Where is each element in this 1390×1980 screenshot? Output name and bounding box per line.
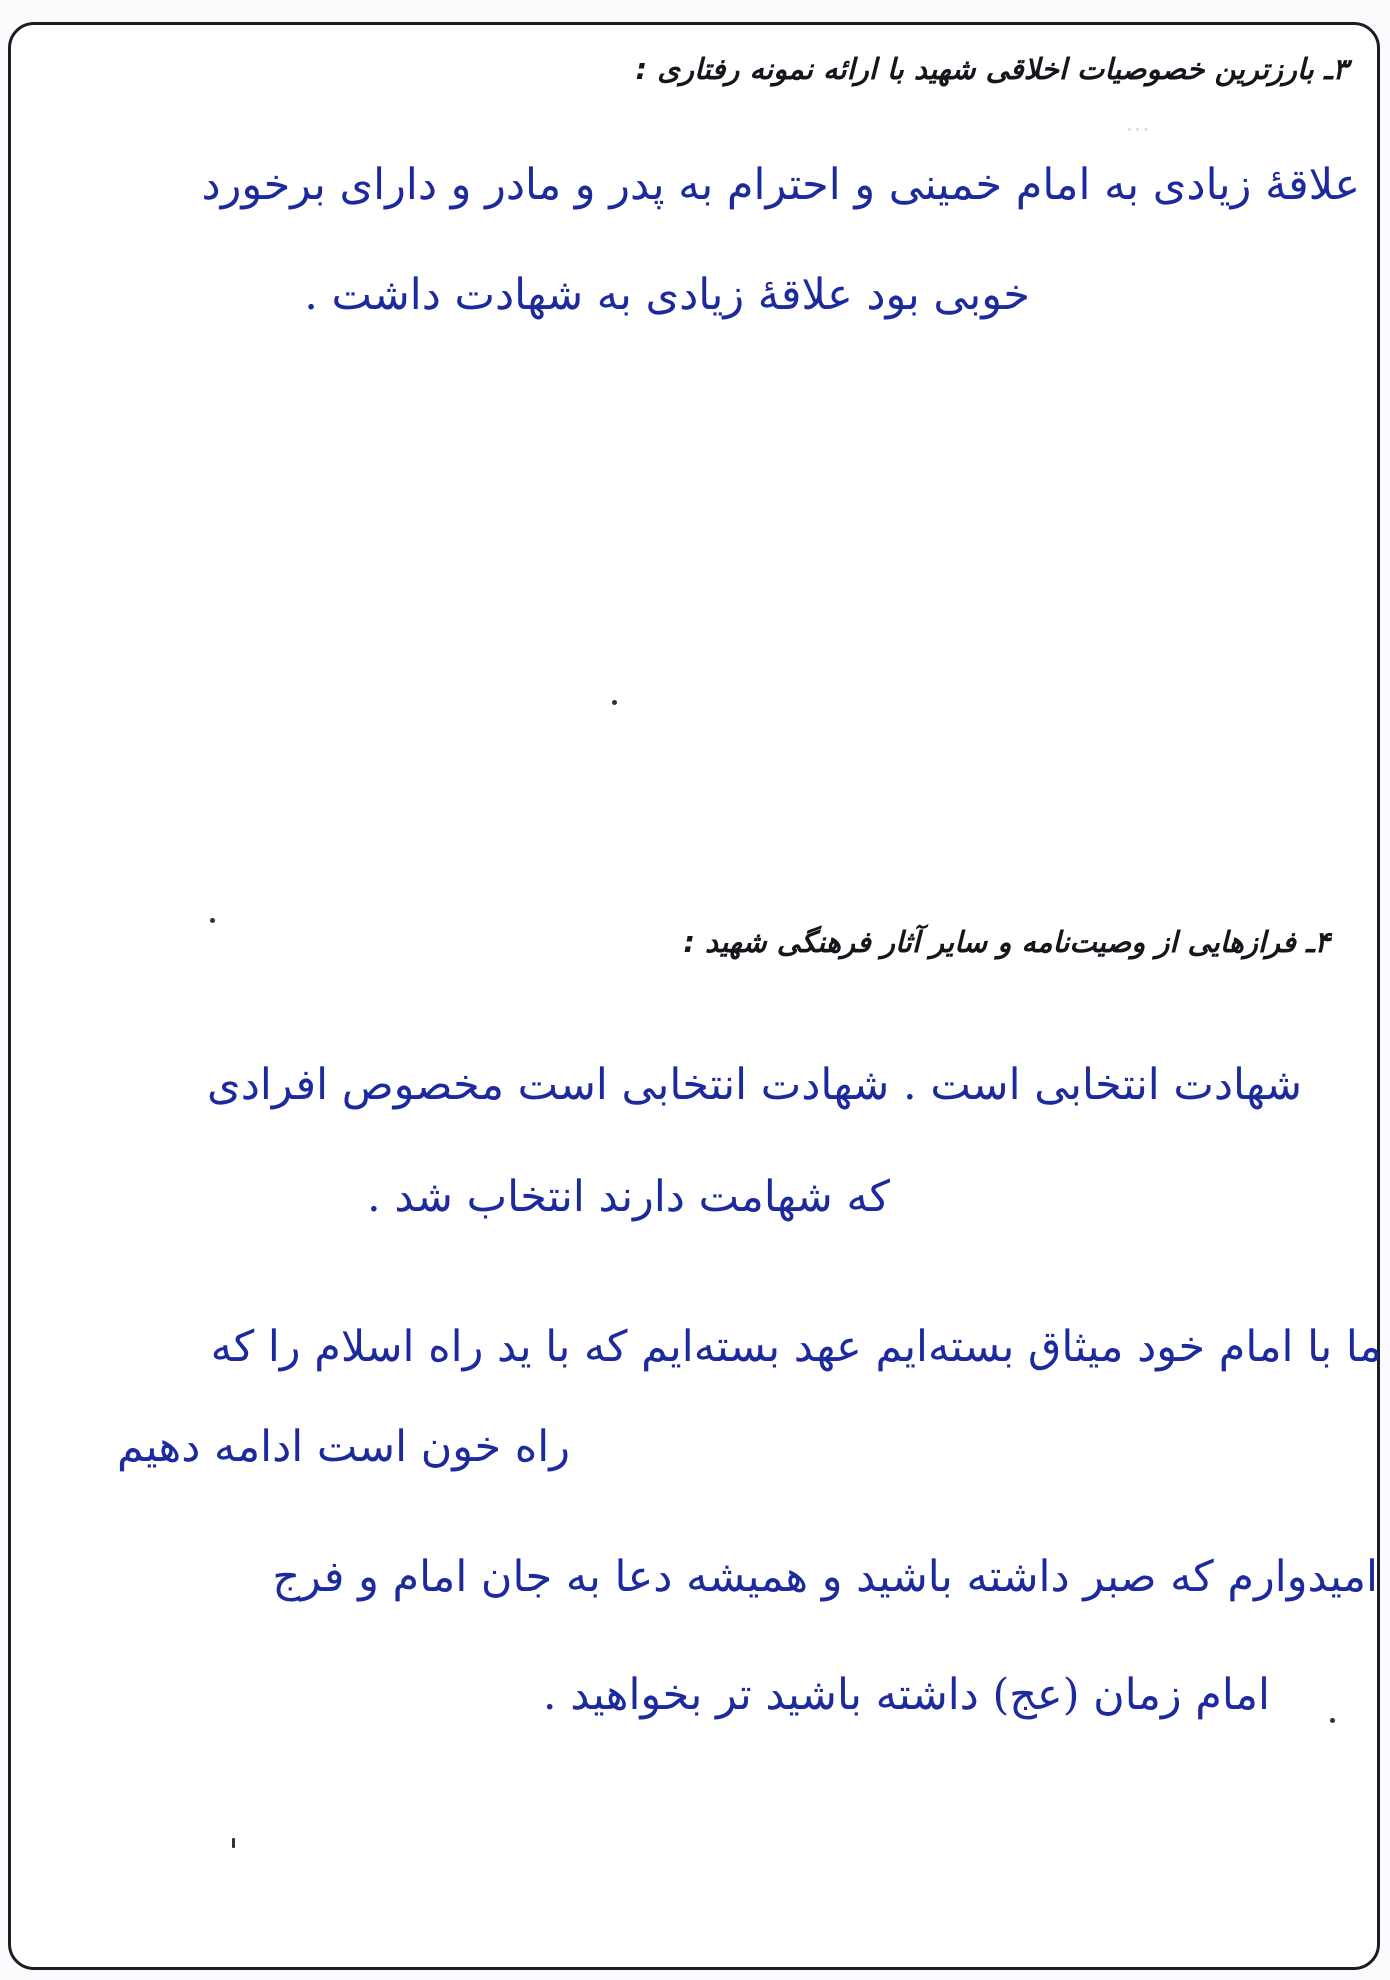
section-4-heading: ۴ـ فرازهایی از وصیت‌نامه و سایر آثار فرهنگی شهید :	[683, 925, 1330, 959]
section-3-heading: ۳ـ بارزترین خصوصیات اخلاقی شهید با ارائه نمونه رفتاری :	[635, 52, 1348, 86]
section-4-line-6: امام زمان (عج) داشته باشید تر بخواهید .	[542, 1670, 1270, 1720]
bleed-through-text: ...	[1125, 108, 1150, 138]
section-4-line-2: که شهامت دارند انتخاب شد .	[367, 1172, 890, 1222]
section-3-line-1: علاقهٔ زیادی به امام خمینی و احترام به پدر و مادر و دارای برخورد	[201, 160, 1360, 210]
section-4-line-3: ما با امام خود میثاق بسته‌ایم عهد بسته‌ایم که با ید راه اسلام را که	[210, 1322, 1382, 1372]
ink-speck	[612, 700, 617, 705]
section-3-line-2: خوبی بود علاقهٔ زیادی به شهادت داشت .	[304, 270, 1030, 320]
ink-speck	[232, 1838, 235, 1848]
ink-speck	[1330, 1718, 1335, 1723]
ink-speck	[210, 918, 215, 923]
section-4-line-1: شهادت انتخابی است . شهادت انتخابی است مخصوص افرادی	[207, 1060, 1302, 1110]
section-4-line-4: راه خون است ادامه دهیم	[116, 1422, 570, 1472]
section-4-line-5: امیدوارم که صبر داشته باشید و همیشه دعا به جان امام و فرج	[272, 1552, 1378, 1602]
